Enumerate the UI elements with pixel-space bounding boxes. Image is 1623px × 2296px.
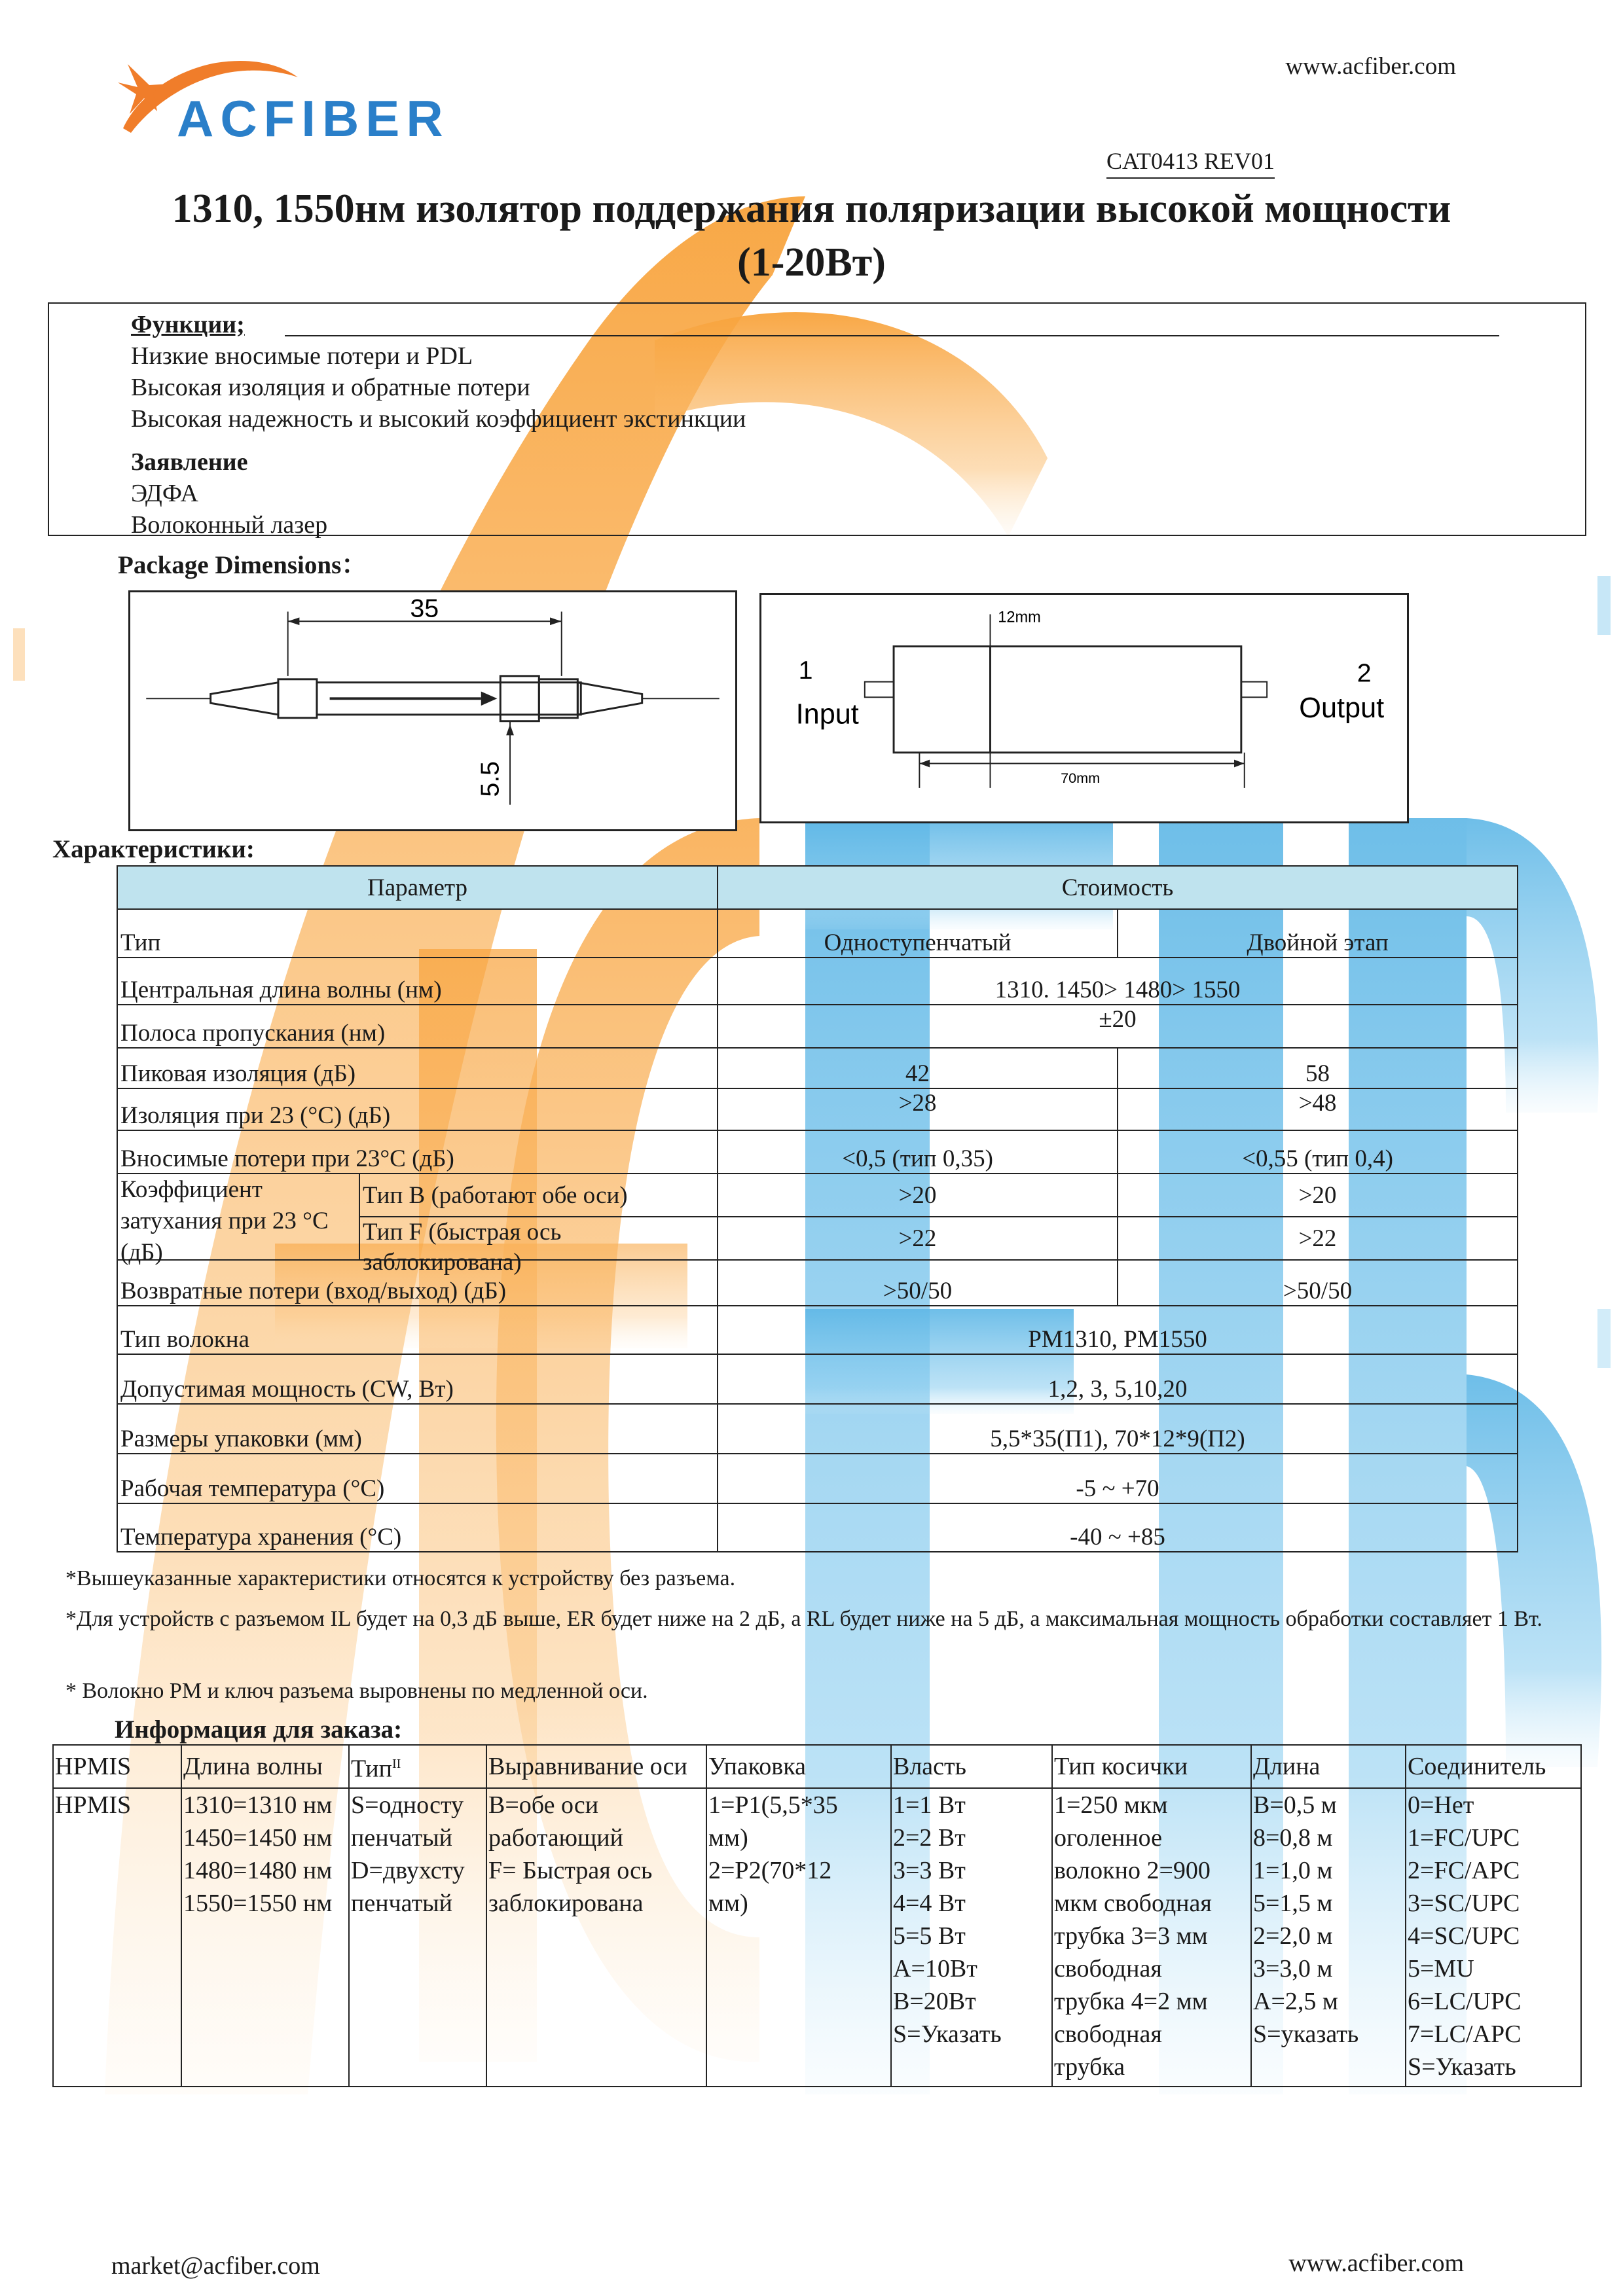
value-cell: 5,5*35(П1), 70*12*9(П2) (718, 1404, 1518, 1454)
package-diagram-p2 (759, 593, 1409, 823)
acfiber-logo (111, 51, 465, 149)
ordering-value-cell: 0=Нет 1=FC/UPC 2=FC/APC 3=SC/UPC 4=SC/UPC 5=MU 6=LC/UPC 7=LC/APC S=Указать (1406, 1788, 1581, 2087)
port-1-label: 1 (798, 655, 813, 685)
note-3: * Волокно PM и ключ разъема выровнены по медленной оси. (65, 1679, 648, 1703)
package-diagram-p1 (128, 590, 737, 831)
param-cell: Температура хранения (°C) (117, 1503, 718, 1552)
param-cell: Полоса пропускания (нм) (117, 1005, 718, 1048)
param-cell: Тип волокна (117, 1306, 718, 1354)
value-cell: -40 ~ +85 (718, 1503, 1518, 1552)
output-label: Output (1299, 692, 1385, 724)
features-heading: Функции; (131, 311, 245, 338)
ordering-header-cell: HPMIS (53, 1745, 181, 1788)
param-cell: Возвратные потери (вход/выход) (дБ) (117, 1260, 718, 1306)
applications-heading: Заявление (131, 448, 248, 476)
dim-length-label: 35 (410, 594, 439, 623)
note-2: *Для устройств с разъемом IL будет на 0,3 дБ выше, ER будет ниже на 2 дБ, а RL будет ниже на 5 дБ, а максимальная мощность обработки составляет 1 Вт. (65, 1607, 1542, 1631)
ordering-header-cell: Соединитель (1406, 1745, 1581, 1788)
extinction-ratio-label: Коэффициент затухания при 23 °C (дБ) (117, 1174, 359, 1260)
table-row (117, 1088, 1518, 1130)
value-cell: >22 (1118, 1217, 1518, 1260)
value-cell: ±20 (718, 1005, 1518, 1048)
ordering-value-cell: 1=P1(5,5*35 мм) 2=P2(70*12 мм) (706, 1788, 891, 2087)
ordering-value-cell: B=0,5 м 8=0,8 м 1=1,0 м 5=1,5 м 2=2,0 м 3=3,0 м A=2,5 м S=указать (1251, 1788, 1406, 2087)
param-cell: Тип B (работают обе оси) (359, 1174, 718, 1217)
document-reference: CAT0413 REV01 (1106, 147, 1275, 179)
application-item: ЭДФА (131, 480, 198, 507)
ordering-header-cell: Власть (891, 1745, 1052, 1788)
value-cell: 1,2, 3, 5,10,20 (718, 1354, 1518, 1404)
specifications-table (117, 865, 1518, 1552)
param-cell: Пиковая изоляция (дБ) (117, 1048, 718, 1088)
table-row (117, 1174, 1518, 1217)
value-cell: Одноступенчатый (718, 909, 1118, 958)
features-box (48, 302, 1586, 539)
table-row (117, 1005, 1518, 1048)
dim-length-label: 70mm (1061, 770, 1101, 787)
value-cell: >50/50 (1118, 1260, 1518, 1306)
ordering-value-cell: 1=250 мкм оголенное волокно 2=900 мкм свободная трубка 3=3 мм свободная трубка 4=2 мм свободная трубка (1052, 1788, 1251, 2087)
param-cell: Рабочая температура (°C) (117, 1454, 718, 1503)
value-cell: 42 (718, 1048, 1118, 1088)
table-row (117, 1503, 1518, 1552)
page-title (0, 182, 1623, 289)
table-row (117, 1306, 1518, 1354)
dim-diameter-label: 5.5 (475, 761, 505, 797)
value-cell: >22 (718, 1217, 1118, 1260)
specifications-heading: Характеристики: (52, 835, 255, 863)
ordering-header-cell: Длина (1251, 1745, 1406, 1788)
param-cell: Тип (117, 909, 718, 958)
feature-item: Высокая изоляция и обратные потери (131, 374, 530, 401)
ordering-value-cell: 1=1 Вт 2=2 Вт 3=3 Вт 4=4 Вт 5=5 Вт A=10Вт B=20Вт S=Указать (891, 1788, 1052, 2087)
table-row (117, 1454, 1518, 1503)
param-cell: Вносимые потери при 23°C (дБ) (117, 1130, 718, 1174)
value-cell: 1310. 1450> 1480> 1550 (718, 958, 1518, 1005)
table-row (117, 1130, 1518, 1174)
value-cell: Двойной этап (1118, 909, 1518, 958)
website-header[interactable]: www.acfiber.com (1285, 53, 1456, 80)
note-1: *Вышеуказанные характеристики относятся к устройству без разъема. (65, 1566, 736, 1590)
port-2-label: 2 (1357, 658, 1372, 688)
value-cell: >20 (1118, 1174, 1518, 1217)
param-cell: Размеры упаковки (мм) (117, 1404, 718, 1454)
value-cell: <0,55 (тип 0,4) (1118, 1130, 1518, 1174)
feature-item: Высокая надежность и высокий коэффициент экстинкции (131, 405, 746, 433)
ordering-header-cell: Тип$^{II}$ (349, 1745, 486, 1788)
table-row (117, 1354, 1518, 1404)
dim-height-label: 12mm (998, 608, 1041, 626)
ordering-value-cell: S=односту пенчатый D=двухсту пенчатый (349, 1788, 486, 2087)
value-cell: -5 ~ +70 (718, 1454, 1518, 1503)
ordering-header-cell: Тип косички (1052, 1745, 1251, 1788)
param-cell: Изоляция при 23 (°C) (дБ) (117, 1088, 718, 1130)
table-row (117, 958, 1518, 1005)
contact-email[interactable]: market@acfiber.com (111, 2252, 320, 2280)
value-cell: >28 (718, 1088, 1118, 1130)
table-row (117, 1260, 1518, 1306)
ordering-header-cell: Длина волны (181, 1745, 349, 1788)
ordering-table (52, 1744, 1582, 2087)
title-line-1: 1310, 1550нм изолятор поддержания поляризации высокой мощности (172, 187, 1451, 231)
table-row (117, 1404, 1518, 1454)
table-row (117, 909, 1518, 958)
ordering-header-row (53, 1745, 1581, 1788)
table-header-row (117, 866, 1518, 909)
ordering-value-cell: B=обе оси работающий F= Быстрая ось заблокирована (486, 1788, 706, 2087)
logo-wordmark: ACFIBER (177, 90, 450, 147)
table-row (117, 1048, 1518, 1088)
package-dimensions-heading: Package Dimensions： (118, 551, 367, 579)
value-cell: PM1310, PM1550 (718, 1306, 1518, 1354)
ordering-header-cell: Выравнивание оси (486, 1745, 706, 1788)
value-cell: >50/50 (718, 1260, 1118, 1306)
ordering-info-heading: Информация для заказа: (115, 1715, 403, 1744)
title-line-2: (1-20Вт) (737, 240, 886, 285)
value-cell: >48 (1118, 1088, 1518, 1130)
param-cell: Тип F (быстрая ось заблокирована) (359, 1217, 718, 1260)
input-label: Input (795, 698, 859, 730)
feature-item: Низкие вносимые потери и PDL (131, 342, 473, 370)
value-cell: 58 (1118, 1048, 1518, 1088)
param-cell: Допустимая мощность (CW, Вт) (117, 1354, 718, 1404)
param-cell: Центральная длина волны (нм) (117, 958, 718, 1005)
value-cell: >20 (718, 1174, 1118, 1217)
application-item: Волоконный лазер (131, 511, 328, 539)
website-footer[interactable]: www.acfiber.com (1288, 2250, 1464, 2277)
ordering-values-row (53, 1788, 1581, 2087)
header-parameter: Параметр (117, 866, 718, 909)
ordering-value-cell: 1310=1310 нм 1450=1450 нм 1480=1480 нм 1550=1550 нм (181, 1788, 349, 2087)
ordering-header-cell: Упаковка (706, 1745, 891, 1788)
ordering-value-cell: HPMIS (53, 1788, 181, 2087)
value-cell: <0,5 (тип 0,35) (718, 1130, 1118, 1174)
features-underline (285, 335, 1499, 336)
header-value: Стоимость (718, 866, 1518, 909)
